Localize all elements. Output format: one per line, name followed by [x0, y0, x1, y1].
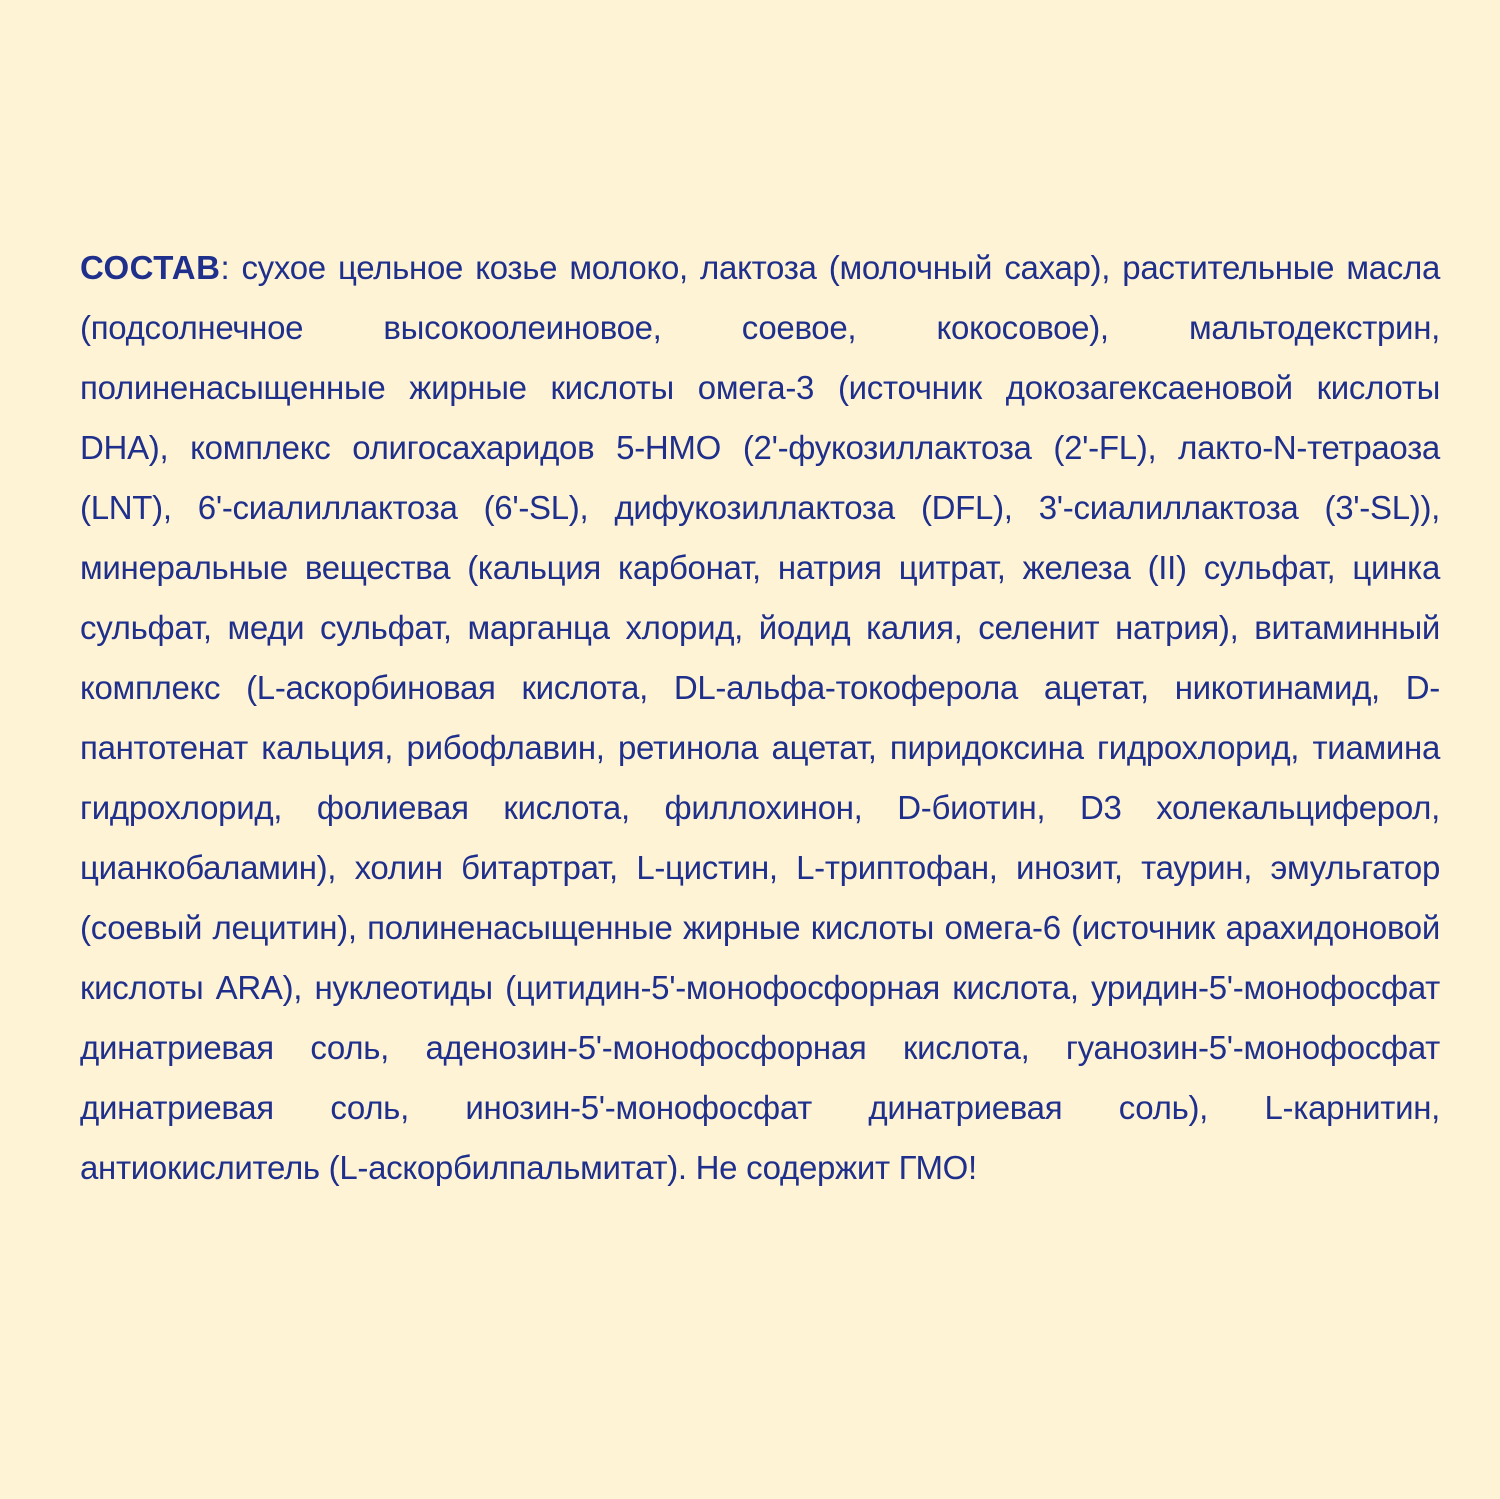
composition-body: : сухое цельное козье молоко, лактоза (молочный сахар), растительные масла (подсолнечное высокоолеиновое, соевое, кокосовое), мальтодекстрин, полиненасыщенные жирные кислоты омега-3 (источник докозагексаеновой кислоты DHA), комплекс олигосахаридов 5-HMO (2'-фукозиллактоза (2'-FL), лакто-N-тетраоза (LNT), 6'-сиалиллактоза (6'-SL), дифукозиллактоза (DFL), 3'-сиалиллактоза (3'-SL)), минеральные вещества (кальция карбонат, натрия цитрат, железа (II) сульфат, цинка сульфат, меди сульфат, марганца хлорид, йодид калия, селенит натрия), витаминный комплекс (L-аскорбиновая кислота, DL-альфа-токоферола ацетат, никотинамид, D-пантотенат кальция, рибофлавин, ретинола ацетат, пиридоксина гидрохлорид, тиамина гидрохлорид, фолиевая кислота, филлохинон, D-биотин, D3 холекальциферол, цианкобаламин), холин битартрат, L-цистин, L-триптофан, инозит, таурин, эмульгатор (соевый лецитин), полиненасыщенные жирные кислоты омега-6 (источник арахидоновой кислоты ARA), нуклеотиды (цитидин-5'-монофосфорная кислота, уридин-5'-монофосфат динатриевая соль, аденозин-5'-монофосфорная кислота, гуанозин-5'-монофосфат динатриевая соль, инозин-5'-монофосфат динатриевая соль), L-карнитин, антиокислитель (L-аскорбилпальмитат). Не содержит ГМО! — [80, 249, 1440, 1186]
composition-text — [80, 238, 1440, 1198]
composition-heading: СОСТАВ — [80, 249, 221, 286]
